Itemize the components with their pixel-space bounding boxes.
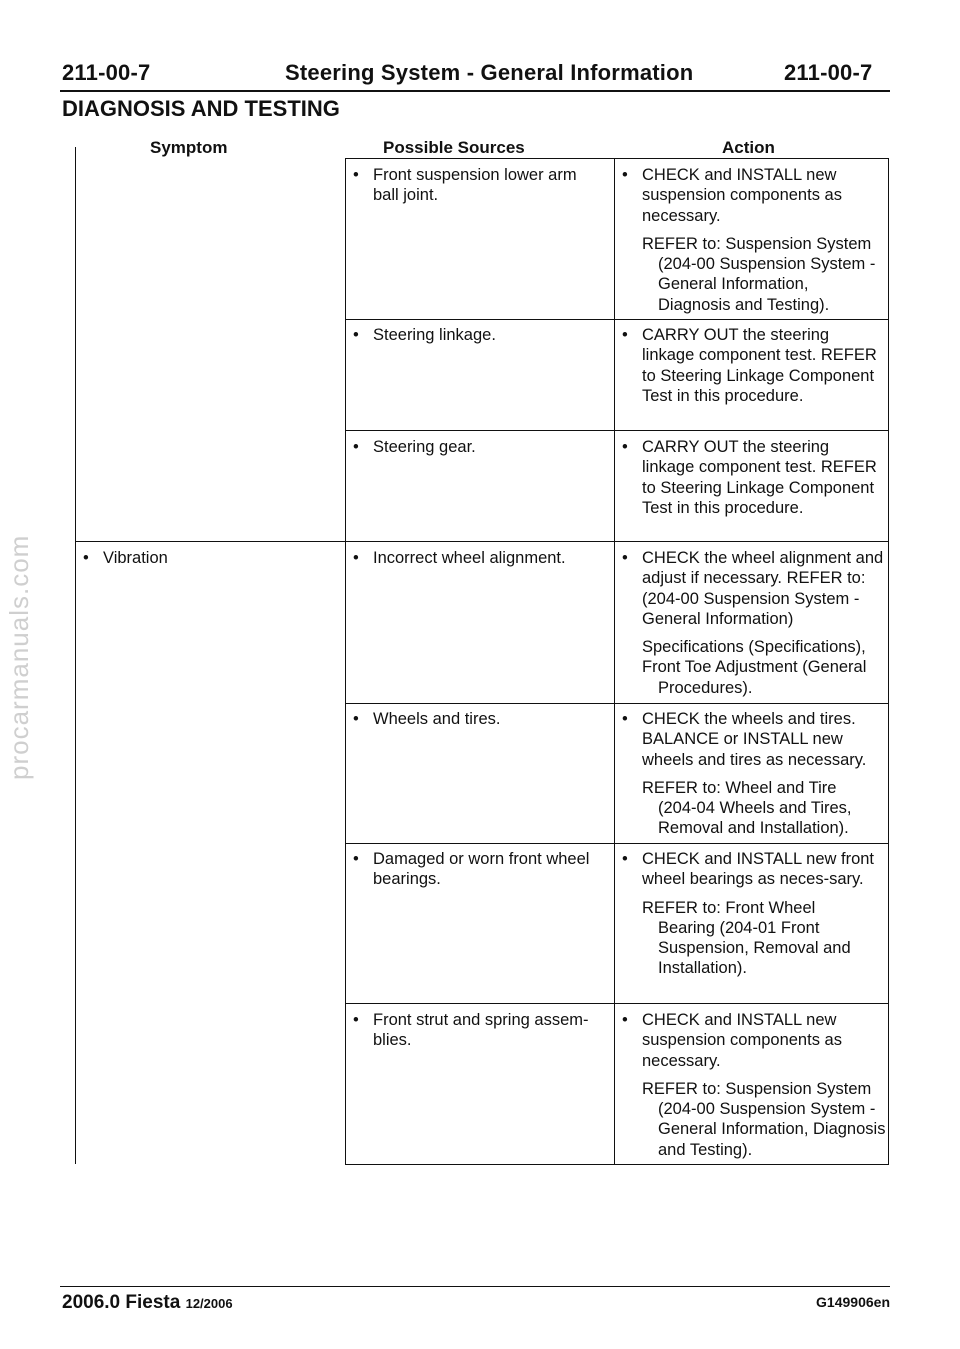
action-reference-detail: (204-04 Wheels and Tires, Removal and Installation). <box>658 799 852 838</box>
section-title: DIAGNOSIS AND TESTING <box>62 96 340 121</box>
bullet: • <box>622 710 628 728</box>
bullet: • <box>353 326 359 344</box>
table-row <box>622 709 886 839</box>
action-text: CHECK the wheel alignment and adjust if necessary. REFER to: (204-00 Suspension System - General Information) <box>642 549 884 628</box>
row-rule <box>345 703 889 704</box>
table-row <box>353 849 609 890</box>
possible-source-text: Front suspension lower arm ball joint. <box>373 166 577 205</box>
bullet: • <box>622 850 628 868</box>
row-rule <box>75 541 889 542</box>
action-text: CHECK and INSTALL new suspension components as necessary. <box>642 1011 842 1070</box>
table-divider-sources <box>614 158 615 1164</box>
bullet: • <box>353 438 359 456</box>
action-reference <box>642 898 886 979</box>
possible-source-text: Damaged or worn front wheel bearings. <box>373 850 590 889</box>
bullet: • <box>622 1011 628 1029</box>
table-row <box>353 165 603 206</box>
table-border-right <box>888 158 889 1164</box>
action-reference-lead: REFER to: Front Wheel <box>642 898 816 917</box>
action-reference-detail: Bearing (204-01 Front Suspension, Removal and Installation). <box>658 918 851 978</box>
action-reference-detail: (204-00 Suspension System - General Information, Diagnosis and Testing). <box>658 1100 886 1159</box>
table-row <box>353 709 603 729</box>
symptom-text: Vibration <box>103 549 168 567</box>
bullet: • <box>353 549 359 567</box>
symptom-cell <box>83 548 333 568</box>
table-row <box>353 437 603 457</box>
bullet: • <box>622 326 628 344</box>
column-header-possible-sources: Possible Sources <box>383 138 525 157</box>
bullet: • <box>83 549 89 567</box>
possible-source-text: Wheels and tires. <box>373 710 501 728</box>
table-bottom-rule <box>345 1164 889 1165</box>
action-reference-detail: Procedures). <box>658 678 753 697</box>
action-text: CHECK the wheels and tires. BALANCE or INSTALL new wheels and tires as necessary. <box>642 710 867 769</box>
header-rule <box>60 90 890 92</box>
bullet: • <box>353 710 359 728</box>
side-watermark: procarmanuals.com <box>4 534 34 780</box>
table-row <box>353 325 603 345</box>
possible-source-text: Front strut and spring assem-blies. <box>373 1011 589 1050</box>
possible-source-text: Steering gear. <box>373 438 476 456</box>
footer-model-name: 2006.0 Fiesta <box>62 1292 181 1313</box>
header-section-number-right: 211-00-7 <box>784 60 873 85</box>
possible-source-text: Steering linkage. <box>373 326 496 344</box>
action-reference-detail: (204-00 Suspension System - General Information, Diagnosis and Testing). <box>658 255 876 314</box>
table-top-rule <box>345 158 889 159</box>
action-reference-lead: REFER to: Wheel and Tire <box>642 778 837 797</box>
possible-source-text: Incorrect wheel alignment. <box>373 549 566 567</box>
bullet: • <box>353 166 359 184</box>
row-rule <box>345 843 889 844</box>
bullet: • <box>622 549 628 567</box>
table-row <box>353 548 603 568</box>
column-header-symptom: Symptom <box>150 138 228 157</box>
action-reference <box>642 637 886 698</box>
bullet: • <box>353 850 359 868</box>
table-row <box>353 1010 603 1051</box>
action-reference-lead: REFER to: Suspension System <box>642 234 872 253</box>
header-section-number-left: 211-00-7 <box>62 60 151 85</box>
action-reference <box>642 778 886 839</box>
table-row <box>622 1010 886 1160</box>
table-row <box>622 548 886 698</box>
action-text: CHECK and INSTALL new front wheel bearings as neces-sary. <box>642 850 875 889</box>
bullet: • <box>353 1011 359 1029</box>
table-border-left <box>75 147 76 1164</box>
action-text: CARRY OUT the steering linkage component test. REFER to Steering Linkage Component Test in this procedure. <box>642 438 877 517</box>
action-reference <box>642 1079 886 1160</box>
row-rule <box>345 1003 889 1004</box>
bullet: • <box>622 438 628 456</box>
bullet: • <box>622 166 628 184</box>
footer-rule <box>60 1286 890 1287</box>
action-reference <box>642 234 884 315</box>
table-row <box>622 165 884 315</box>
action-text: CARRY OUT the steering linkage component test. REFER to Steering Linkage Component Test in this procedure. <box>642 326 877 405</box>
action-text: CHECK and INSTALL new suspension components as necessary. <box>642 166 842 225</box>
row-rule <box>345 319 889 320</box>
footer-model <box>62 1292 233 1314</box>
table-row <box>622 849 886 979</box>
footer-date: 12/2006 <box>185 1296 233 1311</box>
footer-document-code: G149906en <box>816 1294 890 1310</box>
header-title: Steering System - General Information <box>285 60 694 85</box>
action-reference-lead: REFER to: Suspension System <box>642 1079 872 1098</box>
row-rule <box>345 430 889 431</box>
column-header-action: Action <box>722 138 775 157</box>
action-reference-lead: Specifications (Specifications), Front Toe Adjustment (General <box>642 638 867 677</box>
table-divider-symptom <box>345 158 346 1164</box>
table-row <box>622 325 884 406</box>
table-row <box>622 437 884 518</box>
